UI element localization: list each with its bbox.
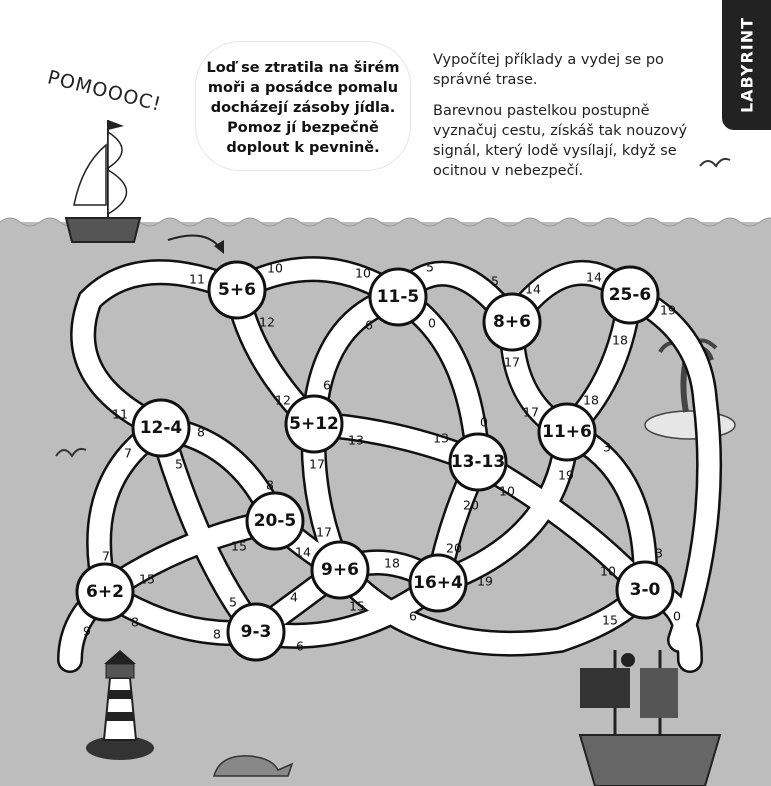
maze-node-label: 8+6: [493, 312, 531, 332]
maze-node-n2[interactable]: [370, 269, 426, 325]
maze-node-n6[interactable]: [286, 396, 342, 452]
bubble-line: Loď se ztratila na širém: [206, 60, 400, 76]
path-number-label: 11: [112, 406, 128, 422]
path-number-label: 7: [102, 548, 110, 564]
path-number-label: 4: [290, 589, 298, 605]
maze-node-label: 16+4: [413, 573, 463, 593]
path-number-label: 3: [655, 545, 663, 561]
path-number-label: 6: [296, 638, 304, 654]
path-number-label: 14: [586, 269, 602, 285]
shout-text: POMOOOC!: [45, 66, 164, 116]
path-number-label: 3: [603, 439, 611, 455]
path-number-label: 0: [480, 414, 488, 430]
maze-node-n13[interactable]: [77, 564, 133, 620]
maze-node-n14[interactable]: [228, 604, 284, 660]
maze-node-n1[interactable]: [209, 262, 265, 318]
maze-node-label: 5+6: [218, 280, 256, 300]
path-number-label: 10: [267, 260, 283, 276]
path-number-label: 8: [197, 424, 205, 440]
whale-icon: [214, 756, 292, 776]
path-number-label: 17: [523, 404, 539, 420]
path-number-label: 6: [323, 377, 331, 393]
maze-node-label: 9+6: [321, 560, 359, 580]
start-arrow: [168, 236, 220, 249]
maze-node-label: 9-3: [240, 622, 272, 642]
path-number-label: 15: [349, 598, 365, 614]
path-number-label: 5: [426, 259, 434, 275]
maze-node-n9[interactable]: [247, 493, 303, 549]
maze-node-label: 11-5: [376, 287, 420, 307]
path-number-label: 6: [365, 317, 373, 333]
pirate-ship-icon: [580, 650, 720, 786]
path-number-label: 10: [499, 483, 515, 499]
path-number-label: 13: [348, 432, 364, 448]
maze-node-n5[interactable]: [133, 400, 189, 456]
path-number-label: 0: [673, 608, 681, 624]
maze-node-n8[interactable]: [539, 404, 595, 460]
path-number-label: 8: [266, 477, 274, 493]
maze-node-label: 11+6: [542, 422, 592, 442]
path-number-label: 6: [409, 608, 417, 624]
bubble-line: doplout k pevnině.: [226, 140, 380, 156]
path-number-label: 20: [446, 540, 462, 556]
bubble-line: docházejí zásoby jídla.: [210, 100, 396, 116]
maze-node-n10[interactable]: [312, 542, 368, 598]
path-number-label: 12: [275, 392, 291, 408]
path-number-label: 8: [131, 614, 139, 630]
bubble-line: moři a posádce pomalu: [207, 80, 399, 96]
path-number-label: 5: [491, 273, 499, 289]
seagull-icon: [700, 159, 730, 166]
path-number-label: 15: [602, 612, 618, 628]
path-number-label: 10: [355, 265, 371, 281]
maze-node-label: 20-5: [253, 511, 297, 531]
path-number-label: 20: [463, 497, 479, 513]
path-number-label: 18: [384, 555, 400, 571]
path-number-label: 9: [83, 623, 91, 639]
path-number-label: 5: [229, 594, 237, 610]
path-number-label: 11: [189, 271, 205, 287]
maze-node-n3[interactable]: [484, 294, 540, 350]
maze-node-n11[interactable]: [410, 555, 466, 611]
maze-node-n7[interactable]: [450, 434, 506, 490]
sailing-ship-icon: [66, 120, 140, 242]
path-number-label: 10: [600, 563, 616, 579]
lighthouse-icon: [86, 650, 154, 760]
maze-node-label: 6+2: [86, 582, 124, 602]
path-number-label: 19: [660, 302, 676, 318]
path-number-label: 15: [139, 571, 155, 587]
path-number-label: 17: [309, 456, 325, 472]
maze-node-label: 13-13: [450, 452, 506, 472]
path-number-label: 17: [316, 524, 332, 540]
path-number-label: 12: [259, 314, 275, 330]
path-number-label: 0: [428, 315, 436, 331]
maze-node-n4[interactable]: [602, 267, 658, 323]
path-number-label: 17: [504, 354, 520, 370]
seagull-icon: [56, 449, 86, 456]
path-number-label: 8: [213, 626, 221, 642]
path-number-label: 19: [477, 573, 493, 589]
maze-paths: [70, 269, 709, 660]
maze-node-label: 25-6: [608, 285, 652, 305]
maze-node-n12[interactable]: [617, 562, 673, 618]
maze-node-label: 3-0: [629, 580, 661, 600]
path-number-label: 5: [175, 456, 183, 472]
path-number-label: 18: [583, 392, 599, 408]
path-number-label: 13: [433, 430, 449, 446]
path-number-label: 14: [295, 544, 311, 560]
path-number-label: 18: [612, 332, 628, 348]
instruction-paragraph-1: Vypočítej příklady a vydej se po správné trase.: [433, 52, 664, 88]
maze-node-label: 5+12: [289, 414, 339, 434]
maze-node-label: 12-4: [139, 418, 183, 438]
bubble-line: Pomoz jí bezpečně: [227, 120, 379, 136]
path-number-label: 19: [558, 467, 574, 483]
path-number-label: 15: [231, 538, 247, 554]
section-tab-label: LABYRINT: [737, 16, 756, 114]
path-number-label: 14: [525, 281, 541, 297]
path-number-label: 7: [124, 445, 132, 461]
instruction-paragraph-2: Barevnou pastelkou postupně vyznačuj cestu, získáš tak nouzový signál, který lodě vysílají, když se ocitnou v nebezpečí.: [433, 103, 688, 179]
